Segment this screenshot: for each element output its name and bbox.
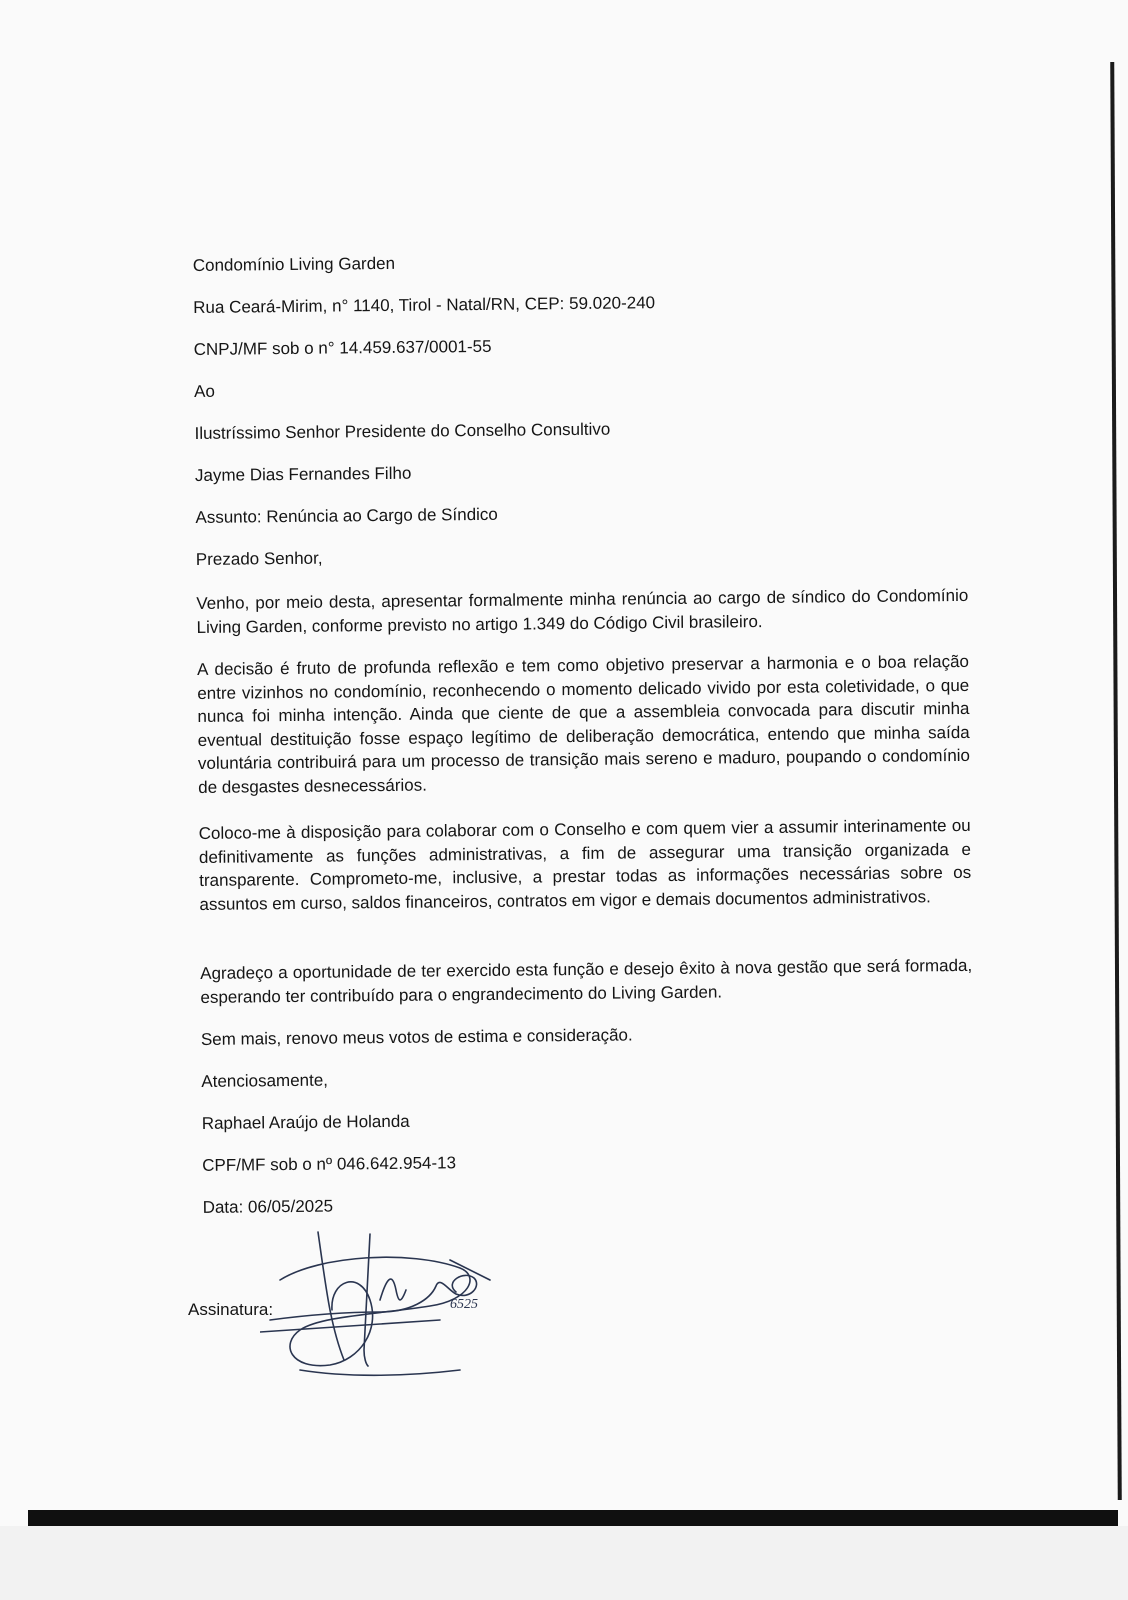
scan-bottom-strip — [0, 1526, 1128, 1600]
handwritten-signature — [260, 1220, 520, 1380]
paragraph-4: Agradeço a oportunidade de ter exercido esta função e desejo êxito à nova gestão que será formada, esperando ter contribuído para o engrandecimento do Living Garden. — [200, 955, 973, 1007]
signature-annotation: 6525 — [450, 1297, 478, 1312]
signer-cpf: CPF/MF sob o nº 046.642.954-13 — [202, 1153, 457, 1175]
paragraph-1: Venho, por meio desta, apresentar formalmente minha renúncia ao cargo de síndico do Condomínio Living Garden, conforme previsto no artigo 1.349 do Código Civil brasileiro. — [196, 585, 969, 637]
page-bottom-edge — [28, 1510, 1118, 1526]
org-cnpj: CNPJ/MF sob o n° 14.459.637/0001-55 — [193, 336, 492, 359]
sign-off: Atenciosamente, — [201, 1070, 329, 1091]
org-name: Condomínio Living Garden — [192, 253, 396, 275]
recipient-title: Ilustríssimo Senhor Presidente do Conselho Consultivo — [194, 419, 611, 443]
paragraph-2: A decisão é fruto de profunda reflexão e tem como objetivo preservar a harmonia e o boa relação entre vizinhos no condomínio, reconhecendo o momento delicado vivido por esta coletividade, o que nunca foi minha intenção. Ainda que ciente de que a assembleia convocada para discutir minha eventual destituição fosse espaço legítimo de deliberação democrática, entendo que minha saída voluntária contribuirá para um processo de transição mais sereno e maduro, poupando o condomínio de desgastes desnecessários. — [196, 651, 971, 797]
signature-label: Assinatura: — [188, 1300, 274, 1319]
letter-date: Data: 06/05/2025 — [202, 1196, 334, 1217]
recipient-to: Ao — [194, 381, 215, 401]
signer-name: Raphael Araújo de Holanda — [201, 1111, 410, 1133]
org-address: Rua Ceará-Mirim, n° 1140, Tirol - Natal/RN, CEP: 59.020-240 — [193, 293, 656, 317]
salutation: Prezado Senhor, — [195, 548, 323, 569]
page-right-edge — [1110, 62, 1122, 1500]
paragraph-3: Coloco-me à disposição para colaborar com o Conselho e com quem vier a assumir interinamente ou definitivamente as funções administrativas, a fim de assegurar uma transição organizada e transparente. Comprometo-me, inclusive, a prestar todas as informações necessárias sobre os assuntos em curso, saldos financeiros, contratos em vigor e demais documentos administrativos. — [198, 815, 972, 914]
subject-line: Assunto: Renúncia ao Cargo de Síndico — [195, 504, 498, 527]
paragraph-5: Sem mais, renovo meus votos de estima e consideração. — [200, 1025, 633, 1049]
recipient-name: Jayme Dias Fernandes Filho — [194, 463, 412, 485]
